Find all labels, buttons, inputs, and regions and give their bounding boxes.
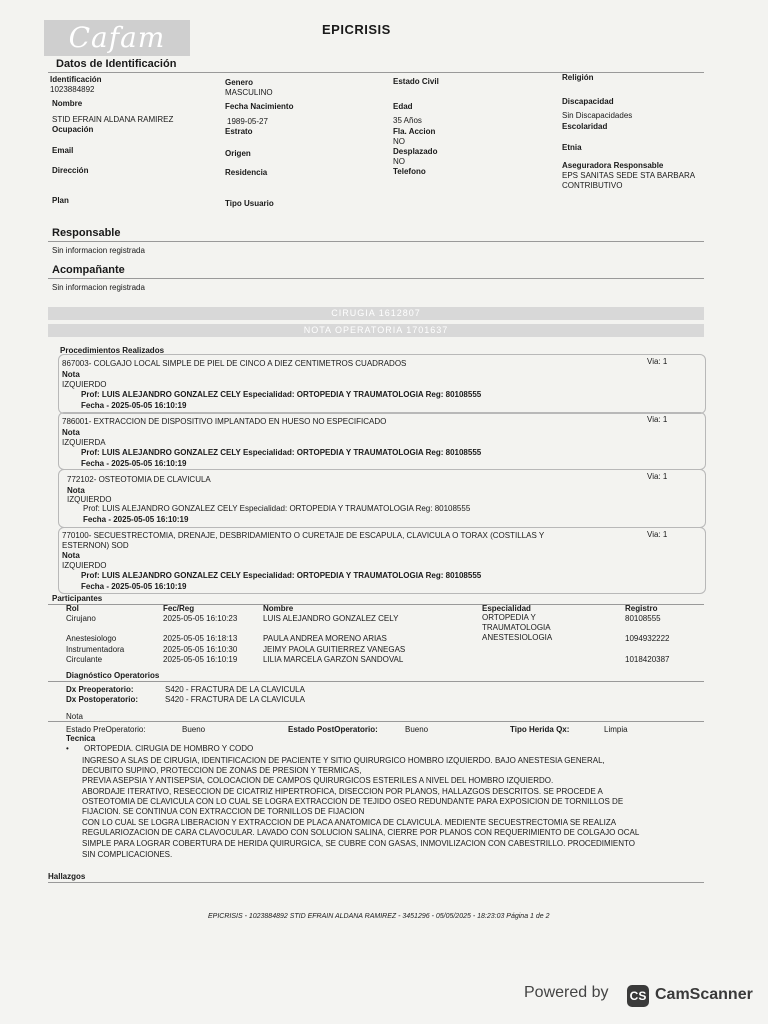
value-fecha-nacimiento: 1989-05-27 [227,117,268,126]
hallazgos-divider [48,882,704,883]
procedure-card [58,354,706,414]
dx-postoperatorio-value: S420 - FRACTURA DE LA CLAVICULA [165,695,305,704]
label-ocupacion: Ocupación [52,125,94,134]
label-discapacidad: Discapacidad [562,97,614,106]
estado-postoperatorio-value: Bueno [405,725,429,734]
participant-nombre: JEIMY PAOLA GUITIERREZ VANEGAS [263,645,406,654]
procedure-nota: IZQUIERDO [62,380,107,389]
responsable-divider [48,241,704,242]
nota-title: Nota [66,712,83,721]
value-fla-accion: NO [393,137,405,146]
tecnica-line: PREVIA ASEPSIA Y ANTISEPSIA, COLOCACION DE CAMPOS QUIRURGICOS ESTERILES A NIVEL DEL HOMBRO IZQUIERDO. [82,776,554,785]
tecnica-line: CON LO CUAL SE LOGRA LIBERACION Y EXTRACCION DE PLACA ANATOMICA DE CLAVICULA. MEDIENTE SECUESTRECTOMIA SE REALIZA [82,818,617,827]
participant-fec: 2025-05-05 16:10:23 [163,614,238,623]
participant-fec: 2025-05-05 16:10:30 [163,645,238,654]
label-origen: Origen [225,149,251,158]
page-footer: EPICRISIS - 1023884892 STID EFRAIN ALDANA RAMIREZ - 3451296 - 05/05/2025 - 18:23:03 Página 1 de 2 [208,913,550,920]
procedure-nota-label: Nota [67,486,85,495]
responsable-title: Responsable [52,227,121,239]
participantes-header-fec: Fec/Reg [163,604,195,613]
label-estado-civil: Estado Civil [393,77,439,86]
value-aseguradora-line1: EPS SANITAS SEDE STA BARBARA [562,171,696,180]
label-fecha-nacimiento: Fecha Nacimiento [225,102,294,111]
label-tipo-usuario: Tipo Usuario [225,199,274,208]
estado-preoperatorio-value: Bueno [182,725,206,734]
participantes-header-nombre: Nombre [263,604,294,613]
procedure-nota-label: Nota [62,428,80,437]
participant-rol: Cirujano [66,614,96,623]
document-title: EPICRISIS [322,22,391,37]
procedure-fecha: Fecha - 2025-05-05 16:10:19 [81,401,187,410]
label-residencia: Residencia [225,168,268,177]
procedure-prof: Prof: LUIS ALEJANDRO GONZALEZ CELY Especialidad: ORTOPEDIA Y TRAUMATOLOGIA Reg: 80108555 [81,448,482,457]
procedure-code: 786001- EXTRACCION DE DISPOSITIVO IMPLANTADO EN HUESO NO ESPECIFICADO [62,417,387,426]
participant-registro: 80108555 [625,614,661,623]
participant-especialidad: ANESTESIOLOGIA [482,633,553,642]
participant-nombre: PAULA ANDREA MORENO ARIAS [263,634,387,643]
procedure-card [58,469,706,528]
participant-rol: Circulante [66,655,103,664]
procedure-prof: Prof: LUIS ALEJANDRO GONZALEZ CELY Especialidad: ORTOPEDIA Y TRAUMATOLOGIA Reg: 80108555 [81,571,482,580]
label-direccion: Dirección [52,166,89,175]
diagnostico-title: Diagnóstico Operatorios [66,671,160,680]
tipo-herida-label: Tipo Herida Qx: [510,725,570,734]
procedure-prof: Prof: LUIS ALEJANDRO GONZALEZ CELY Especialidad: ORTOPEDIA Y TRAUMATOLOGIA Reg: 80108555 [81,390,482,399]
label-genero: Genero [225,78,254,87]
procedimientos-title: Procedimientos Realizados [60,346,165,355]
procedure-card [58,527,706,594]
label-desplazado: Desplazado [393,147,438,156]
responsable-text: Sin informacion registrada [52,246,145,255]
procedure-nota-label: Nota [62,551,80,560]
hallazgos-label: Hallazgos [48,872,86,881]
tecnica-line: FIJACION. SE CONTINUA CON EXTRACCION DE TORNILLOS DE FIJACION [82,807,365,816]
participantes-divider [48,604,704,605]
identification-title: Datos de Identificación [56,58,177,70]
label-identificacion: Identificación [50,75,102,84]
powered-by-text: Powered by [524,984,609,1001]
procedure-nota: IZQUIERDO [67,495,112,504]
value-genero: MASCULINO [225,88,273,97]
label-plan: Plan [52,196,69,205]
participant-fec: 2025-05-05 16:10:19 [163,655,238,664]
procedure-fecha: Fecha - 2025-05-05 16:10:19 [81,459,187,468]
procedure-fecha: Fecha - 2025-05-05 16:10:19 [83,515,189,524]
participant-registro: 1018420387 [625,655,670,664]
procedure-code: 867003- COLGAJO LOCAL SIMPLE DE PIEL DE CINCO A DIEZ CENTIMETROS CUADRADOS [62,359,407,368]
participant-nombre: LILIA MARCELA GARZON SANDOVAL [263,655,404,664]
tecnica-line: REGULARIOZACION DE CARA CLAVOCULAR. LAVADO CON SOLUCION SALINA, CIERRE POR PLANOS CON REQUERIMIENTO DE COLGAJO OCAL [82,828,640,837]
label-fla-accion: Fla. Accion [393,127,436,136]
camscanner-name: CamScanner [655,986,753,1003]
label-aseguradora: Aseguradora Responsable [562,161,664,170]
label-estrato: Estrato [225,127,253,136]
tecnica-bullet: ORTOPEDIA. CIRUGIA DE HOMBRO Y CODO [84,744,254,753]
value-aseguradora-line2: CONTRIBUTIVO [562,181,623,190]
value-desplazado: NO [393,157,405,166]
procedure-prof: Prof: LUIS ALEJANDRO GONZALEZ CELY Especialidad: ORTOPEDIA Y TRAUMATOLOGIA Reg: 80108555 [83,504,471,513]
procedure-code: 770100- SECUESTRECTOMIA, DRENAJE, DESBRIDAMIENTO O CURETAJE DE ESCAPULA, CLAVICULA O TORAX (COSTILLAS Y [62,531,545,540]
participant-fec: 2025-05-05 16:18:13 [163,634,238,643]
acompanante-title: Acompañante [52,264,125,276]
dx-preoperatorio-value: S420 - FRACTURA DE LA CLAVICULA [165,685,305,694]
tecnica-line: SIMPLE PARA LOGRAR COBERTURA DE HERIDA QUIRURGICA, SE CUBRE CON GASAS, INMOVILIZACION CON CABESTRILLO. PROCEDIMIENTO [82,839,635,848]
value-discapacidad: Sin Discapacidades [562,111,633,120]
bullet-icon: • [66,744,69,753]
tipo-herida-value: Limpia [604,725,628,734]
tecnica-line: DECUBITO SUPINO, PROTECCION DE ZONAS DE PRESION Y TERMICAS, [82,766,362,775]
participant-especialidad: ORTOPEDIA Y [482,613,536,622]
identification-divider [48,72,704,73]
label-etnia: Etnia [562,143,582,152]
label-escolaridad: Escolaridad [562,122,608,131]
label-email: Email [52,146,74,155]
participantes-header-especialidad: Especialidad [482,604,531,613]
value-edad: 35 Años [393,116,422,125]
estado-preoperatorio-label: Estado PreOperatorio: [66,725,146,734]
acompanante-text: Sin informacion registrada [52,283,145,292]
procedure-nota: IZQUIERDA [62,438,106,447]
diagnostico-divider [48,681,704,682]
nota-divider [48,721,704,722]
participant-rol: Anestesiologo [66,634,117,643]
procedure-nota: IZQUIERDO [62,561,107,570]
label-religion: Religión [562,73,594,82]
participantes-header-rol: Rol [66,604,79,613]
dx-postoperatorio-label: Dx Postoperatorio: [66,695,139,704]
label-telefono: Telefono [393,167,426,176]
acompanante-divider [48,278,704,279]
dx-preoperatorio-label: Dx Preoperatorio: [66,685,134,694]
participant-rol: Instrumentadora [66,645,125,654]
participant-nombre: LUIS ALEJANDRO GONZALEZ CELY [263,614,399,623]
nota-operatoria-banner: NOTA OPERATORIA 1701637 [48,324,704,337]
tecnica-line: SIN COMPLICACIONES. [82,850,173,859]
tecnica-label: Tecnica [66,734,96,743]
label-nombre: Nombre [52,99,83,108]
procedure-via: Via: 1 [647,472,668,481]
procedure-fecha: Fecha - 2025-05-05 16:10:19 [81,582,187,591]
procedure-card [58,412,706,470]
tecnica-line: OSTEOTOMIA DE CLAVICULA CON LO CUAL SE LOGRA EXTRACCION DE TEJIDO OSEO REDUNDANTE PARA EXPOSICION DE TORNILLOS DE [82,797,624,806]
value-identificacion: 1023884892 [50,85,95,94]
tecnica-line: ABORDAJE ITERATIVO, RESECCION DE CICATRIZ HIPERTROFICA, DISECCION POR PLANOS, HALLAZGOS DESCRITOS. SE PROCEDE A [82,787,603,796]
label-edad: Edad [393,102,413,111]
cafam-logo: Cafam [44,20,190,56]
estado-postoperatorio-label: Estado PostOperatorio: [288,725,378,734]
participantes-header-registro: Registro [625,604,658,613]
procedure-via: Via: 1 [647,415,668,424]
procedure-code: 772102- OSTEOTOMIA DE CLAVICULA [67,475,211,484]
camscanner-logo-icon: CS [627,985,649,1007]
procedure-via: Via: 1 [647,530,668,539]
participant-especialidad-line2: TRAUMATOLOGIA [482,623,551,632]
procedure-nota-label: Nota [62,370,80,379]
tecnica-line: INGRESO A SLAS DE CIRUGIA, IDENTIFICACION DE PACIENTE Y SITIO QUIRURGICO HOMBRO IZQUIERDO. BAJO ANESTESIA GENERAL, [82,756,605,765]
cirugia-banner: CIRUGIA 1612807 [48,307,704,320]
value-nombre: STID EFRAIN ALDANA RAMIREZ [52,115,174,124]
participantes-title: Participantes [52,594,103,603]
procedure-code-continued: ESTERNON) SOD [62,541,129,550]
participant-registro: 1094932222 [625,634,670,643]
procedure-via: Via: 1 [647,357,668,366]
